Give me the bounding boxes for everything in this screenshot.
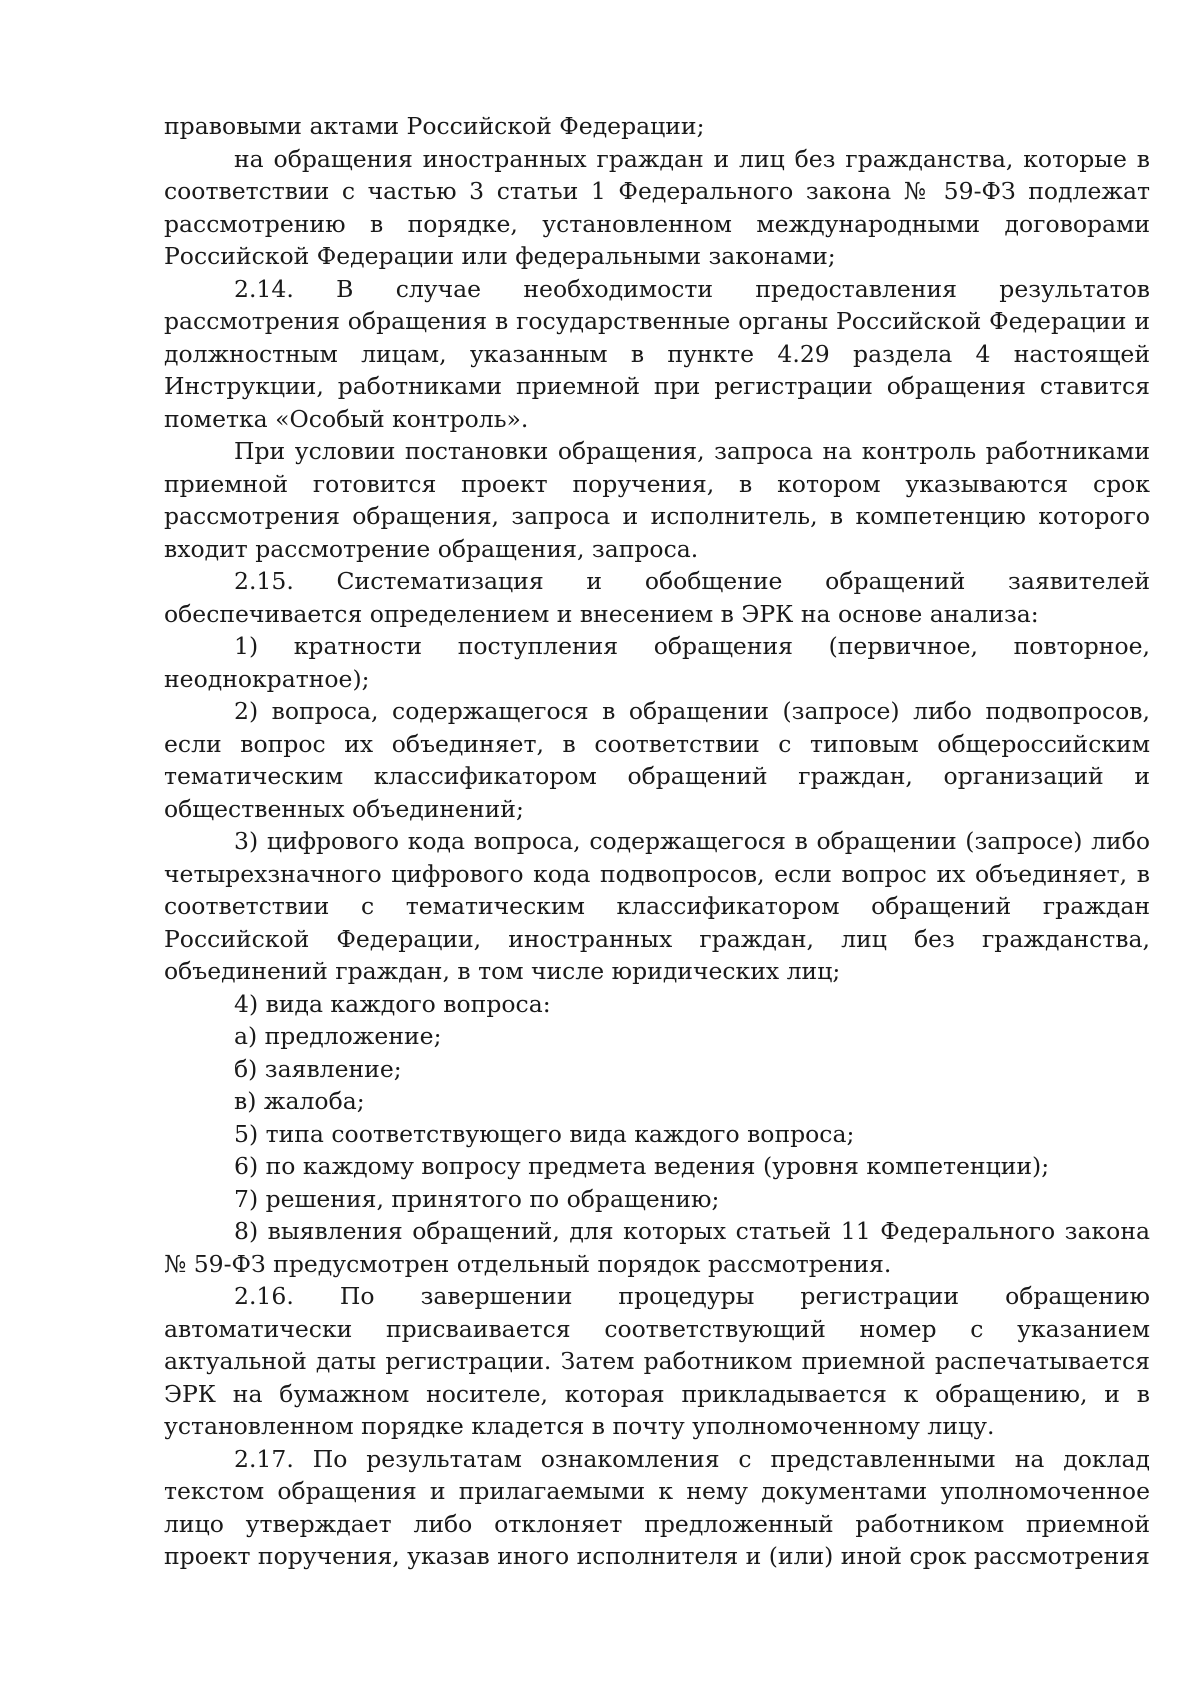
list-item-8: 8) выявления обращений, для которых статьей 11 Федерального закона № 59-ФЗ предусмотрен отдельный порядок рассмотрения.	[164, 1217, 1150, 1278]
list-item-6: 6) по каждому вопросу предмета ведения (уровня компетенции);	[234, 1152, 1050, 1180]
list-item-2: 2) вопроса, содержащегося в обращении (запросе) либо подвопросов, если вопрос их объединяет, в соответствии с типовым общероссийским тематическим классификатором обращений граждан, организаций и общественных объединений;	[164, 697, 1150, 823]
document-body	[164, 110, 1150, 1573]
list-item-3: 3) цифрового кода вопроса, содержащегося в обращении (запросе) либо четырехзначного цифрового кода подвопросов, если вопрос их объединяет, в соответствии с тематическим классификатором обращений граждан Российской Федерации, иностранных граждан, лиц без гражданства, объединений граждан, в том числе юридических лиц;	[164, 827, 1150, 985]
list-item-4c: в) жалоба;	[234, 1087, 365, 1115]
paragraph-2-16: 2.16. По завершении процедуры регистрации обращению автоматически присваивается соответствующий номер с указанием актуальной даты регистрации. Затем работником приемной распечатывается ЭРК на бумажном носителе, которая прикладывается к обращению, и в установленном порядке кладется в почту уполномоченному лицу.	[164, 1282, 1150, 1440]
list-item-1: 1) кратности поступления обращения (первичное, повторное, неоднократное);	[164, 632, 1150, 693]
paragraph-2-14: 2.14. В случае необходимости предоставления результатов рассмотрения обращения в государственные органы Российской Федерации и должностным лицам, указанным в пункте 4.29 раздела 4 настоящей Инструкции, работниками приемной при регистрации обращения ставится пометка «Особый контроль».	[164, 274, 1150, 433]
paragraph-2-17: 2.17. По результатам ознакомления с представленными на доклад текстом обращения и прилагаемыми к нему документами уполномоченное лицо утверждает либо отклоняет предложенный работником приемной проект поручения, указав иного исполнителя и (или) иной срок рассмотрения	[164, 1444, 1150, 1570]
paragraph-2-15: 2.15. Систематизация и обобщение обращений заявителей обеспечивается определением и внесением в ЭРК на основе анализа:	[164, 567, 1150, 628]
list-item-5: 5) типа соответствующего вида каждого вопроса;	[234, 1119, 855, 1148]
list-item-7: 7) решения, принятого по обращению;	[234, 1184, 720, 1213]
paragraph-control-conditions: При условии постановки обращения, запроса на контроль работниками приемной готовится проект поручения, в котором указываются срок рассмотрения обращения, запроса и исполнитель, в компетенцию которого входит рассмотрение обращения, запроса.	[164, 437, 1150, 563]
paragraph-foreign-citizens: на обращения иностранных граждан и лиц без гражданства, которые в соответствии с частью 3 статьи 1 Федерального закона № 59-ФЗ подлежат рассмотрению в порядке, установленном международными договорами Российской Федерации или федеральными законами;	[164, 144, 1150, 270]
paragraph-continuation: правовыми актами Российской Федерации;	[164, 112, 705, 140]
list-item-4: 4) вида каждого вопроса:	[234, 989, 551, 1018]
list-item-4b: б) заявление;	[234, 1054, 402, 1083]
list-item-4a: а) предложение;	[234, 1022, 442, 1050]
